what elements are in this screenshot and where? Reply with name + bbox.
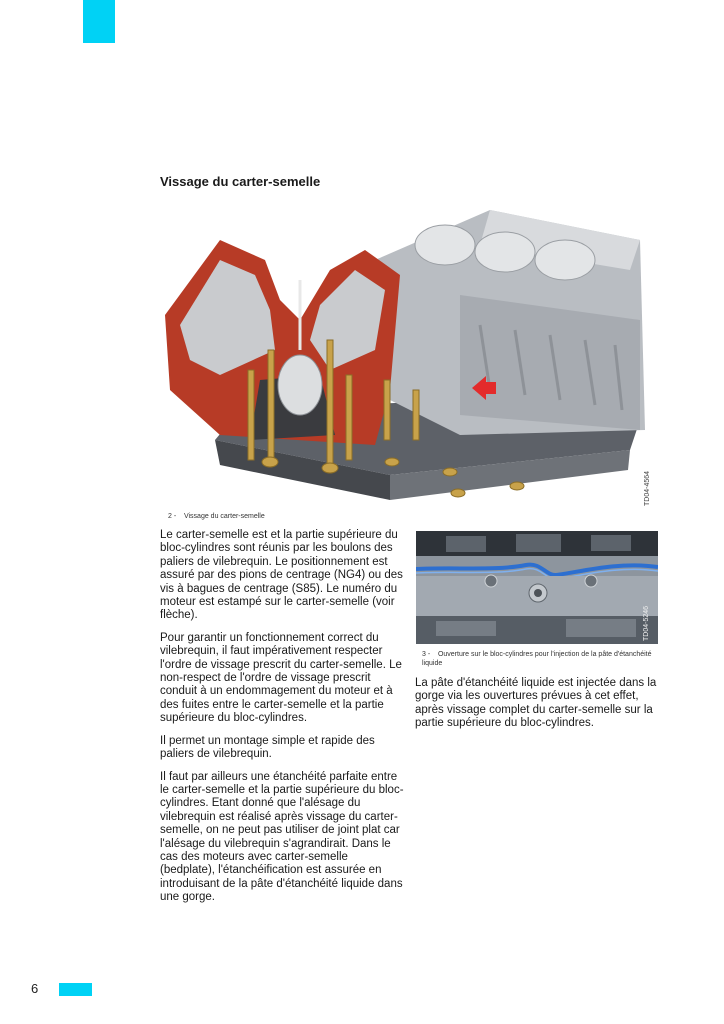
figure-3-caption-text: Ouverture sur le bloc-cylindres pour l'injection de la pâte d'étanchéité liquide <box>422 651 652 667</box>
figure-3-id: TD04-5246 <box>643 605 650 641</box>
figure-2-id: TD04-4564 <box>644 470 651 506</box>
bottom-accent-tab <box>59 983 92 996</box>
figure-3-caption <box>422 650 662 668</box>
engine-block-cutaway-icon <box>160 200 660 505</box>
paragraph: Le carter-semelle est et la partie supérieure du bloc-cylindres sont réunis par les boulons des paliers de vilebrequin. Le positionnement est assuré par des pions de centrage (NG4) ou des vis à bagues de centrage (S85). Le numéro du moteur est estampé sur le carter-semelle (voir flèche). <box>160 529 403 622</box>
paragraph: Il faut par ailleurs une étanchéité parfaite entre le carter-semelle et la partie supérieure du bloc-cylindres. Etant donné que l'alésage du vilebrequin est réalisé après vissage du carter-semelle, on ne peut pas utiliser de joint plat car l'alésage du vilebrequin s'agrandirait. Dans le cas des moteurs avec carter-semelle (bedplate), l'étanchéification est assurée en introduisant de la pâte d'étanchéité liquide dans une gorge. <box>160 770 404 904</box>
section-title: Vissage du carter-semelle <box>160 174 321 189</box>
top-accent-tab <box>83 0 115 43</box>
sealant-groove-photo-icon <box>416 531 658 644</box>
left-text-column <box>160 529 405 914</box>
figure-2-number: 2 - <box>168 513 177 520</box>
paragraph: Il permet un montage simple et rapide des paliers de vilebrequin. <box>160 734 375 761</box>
page-number: 6 <box>31 981 39 996</box>
figure-2-caption <box>168 512 265 521</box>
sealant-groove-photo <box>416 531 658 644</box>
figure-2-caption-text: Vissage du carter-semelle <box>183 513 265 520</box>
figure-3-number: 3 - <box>422 651 431 658</box>
paragraph: La pâte d'étanchéité liquide est injectée dans la gorge via les ouvertures prévues à cet effet, après vissage complet du carter-semelle sur la partie supérieure du bloc-cylindres. <box>415 677 657 730</box>
engine-block-illustration <box>160 200 660 505</box>
right-text-column <box>415 677 660 740</box>
paragraph: Pour garantir un fonctionnement correct du vilebrequin, il faut impérativement respecter l'ordre de vissage prescrit du carter-semelle. Le non-respect de l'ordre de vissage prescrit conduit à un endommagement du moteur et à des fuites entre le carter-semelle et la partie supérieure du bloc-cylindres. <box>160 631 402 725</box>
